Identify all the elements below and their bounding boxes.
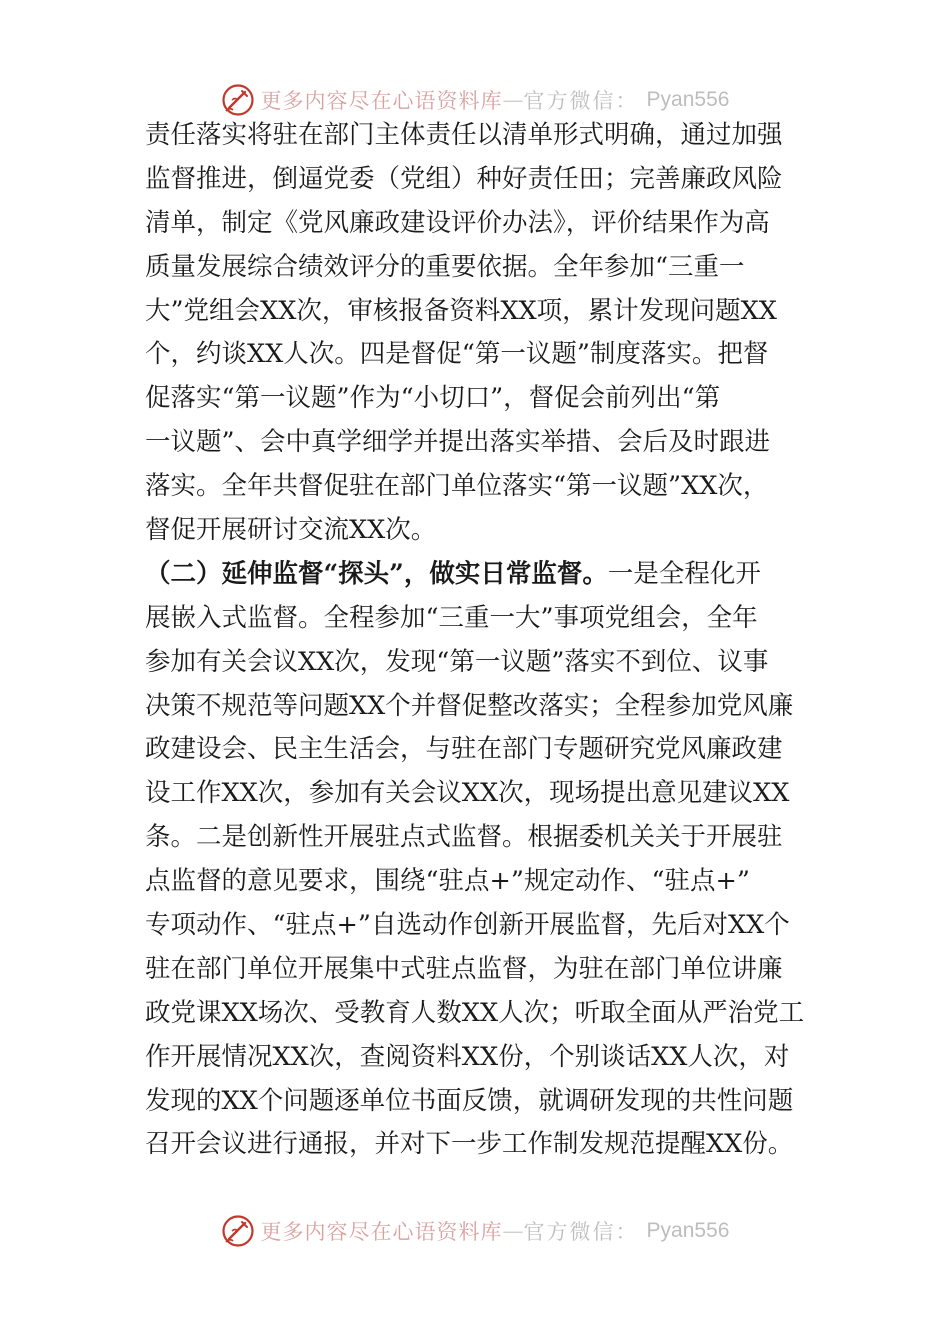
document-body — [145, 114, 813, 1167]
paragraph-line: 监督推进，倒逼党委（党组）种好责任田；完善廉政风险 — [145, 163, 783, 194]
banner-text: 更多内容尽在心语资料库 — [260, 1220, 503, 1244]
paragraph-line: 专项动作、“驻点+”自选动作创新开展监督，先后对XX个 — [145, 910, 790, 941]
paragraph-line: 召开会议进行通报，并对下一步工作制发规范提醒XX份。 — [145, 1129, 794, 1160]
paragraph-line: 政党课XX场次、受教育人数XX人次；听取全面从严治党工 — [145, 997, 805, 1028]
paragraph-line: 展嵌入式监督。全程参加“三重一大”事项党组会，全年 — [145, 602, 758, 633]
banner-wechat-label: 官方微信： — [523, 89, 639, 113]
paragraph-line: 作开展情况XX次，查阅资料XX份，个别谈话XX人次，对 — [145, 1041, 790, 1072]
banner-wechat-id: Pyan556 — [646, 88, 730, 111]
banner-dash: — — [502, 88, 524, 112]
paragraph-line: 设工作XX次，参加有关会议XX次，现场提出意见建议XX — [145, 778, 790, 809]
paragraph-line: 点监督的意见要求，围绕“驻点+”规定动作、“驻点+” — [145, 866, 750, 897]
paragraph-line: 促落实“第一议题”作为“小切口”，督促会前列出“第 — [145, 383, 721, 414]
section-heading: （二）延伸监督“探头”，做实日常监督。 — [145, 558, 608, 589]
paragraph-line: 大”党组会XX次，审核报备资料XX项，累计发现问题XX — [145, 295, 777, 326]
paragraph-line: 质量发展综合绩效评分的重要依据。全年参加“三重一 — [145, 251, 745, 282]
banner-wechat-id: Pyan556 — [646, 1219, 730, 1242]
banner-wechat-label: 官方微信： — [523, 1220, 639, 1244]
pen-logo-icon — [221, 1214, 255, 1248]
banner-dash: — — [502, 1219, 524, 1243]
pen-logo-icon — [221, 83, 255, 117]
paragraph-line: 督促开展研讨交流XX次。 — [145, 515, 437, 546]
section-heading-line — [145, 553, 813, 597]
paragraph-line: 政建设会、民主生活会，与驻在部门专题研究党风廉政建 — [145, 734, 783, 765]
footer-watermark-banner — [0, 1211, 950, 1251]
banner-text: 更多内容尽在心语资料库 — [260, 89, 503, 113]
paragraph-line: 落实。全年共督促驻在部门单位落实“第一议题”XX次， — [145, 471, 769, 502]
paragraph-line: 驻在部门单位开展集中式驻点监督，为驻在部门单位讲廉 — [145, 953, 783, 984]
paragraph-line: 决策不规范等问题XX个并督促整改落实；全程参加党风廉 — [145, 690, 794, 721]
paragraph-line: 责任落实将驻在部门主体责任以清单形式明确，通过加强 — [145, 120, 783, 150]
paragraph-line: 参加有关会议XX次，发现“第一议题”落实不到位、议事 — [145, 646, 769, 677]
paragraph-line: 一议题”、会中真学细学并提出落实举措、会后及时跟进 — [145, 427, 771, 458]
paragraph-line: 个，约谈XX人次。四是督促“第一议题”制度落实。把督 — [145, 339, 769, 370]
paragraph-line: 条。二是创新性开展驻点式监督。根据委机关关于开展驻 — [145, 822, 783, 853]
section-first-line-text: 一是全程化开 — [607, 558, 761, 589]
paragraph-line: 发现的XX个问题逐单位书面反馈，就调研发现的共性问题 — [145, 1085, 794, 1116]
paragraph-line: 清单，制定《党风廉政建设评价办法》，评价结果作为高 — [145, 207, 770, 238]
